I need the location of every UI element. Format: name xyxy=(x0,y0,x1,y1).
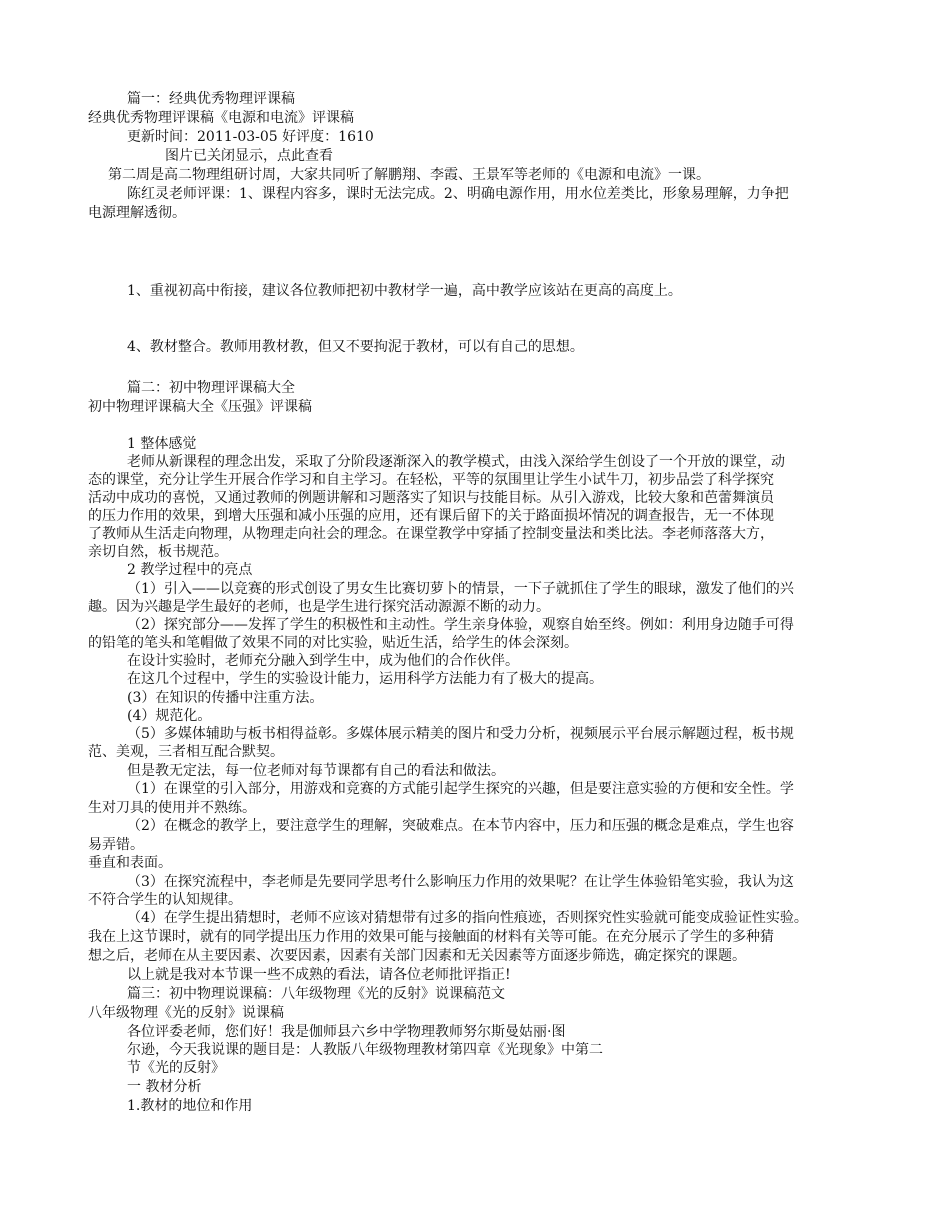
text-line: （5）多媒体辅助与板书相得益彰。多媒体展示精美的图片和受力分析，视频展示平台展示解题过程，板书规 xyxy=(127,726,794,742)
text-line: 以上就是我对本节课一些不成熟的看法，请各位老师批评指正! xyxy=(127,967,511,983)
text-line: 1.教材的地位和作用 xyxy=(127,1098,253,1114)
text-line: (3）在知识的传播中注重方法。 xyxy=(127,690,324,706)
text-line: 陈红灵老师评课：1、课程内容多，课时无法完成。2、明确电源作用，用水位差类比，形象易理解，力争把 xyxy=(127,186,789,202)
text-line: 但是教无定法，每一位老师对每节课都有自己的看法和做法。 xyxy=(127,763,505,779)
text-line: 八年级物理《光的反射》说课稿 xyxy=(88,1005,284,1021)
text-line: 1 整体感觉 xyxy=(127,436,197,452)
text-line: 初中物理评课稿大全《压强》评课稿 xyxy=(88,399,312,415)
text-line: (4）规范化。 xyxy=(127,708,212,724)
text-line: 生对刀具的使用并不熟练。 xyxy=(88,800,256,816)
text-line: 节《光的反射》 xyxy=(127,1060,225,1076)
text-line: 的压力作用的效果，到增大压强和减小压强的应用，还有课后留下的关于路面损坏情况的调查报告，无一不体现 xyxy=(88,508,774,524)
text-line: 4、教材整合。教师用教材教，但又不要拘泥于教材，可以有自己的思想。 xyxy=(127,339,584,355)
text-line: 各位评委老师，您们好！我是伽师县六乡中学物理教师努尔斯曼姑丽·图 xyxy=(127,1024,566,1040)
text-line: 1、重视初高中衔接，建议各位教师把初中教材学一遍，高中教学应该站在更高的高度上。 xyxy=(127,283,682,299)
text-line: 老师从新课程的理念出发，采取了分阶段逐渐深入的教学模式，由浅入深给学生创设了一个开放的课堂，动 xyxy=(127,454,785,470)
text-line: 的铅笔的笔头和笔帽做了效果不同的对比实验，贴近生活，给学生的体会深刻。 xyxy=(88,635,578,651)
text-line: 尔逊，今天我说课的题目是：人教版八年级物理教材第四章《光现象》中第二 xyxy=(127,1042,603,1058)
text-line: （1）在课堂的引入部分，用游戏和竞赛的方式能引起学生探究的兴趣，但是要注意实验的方便和安全性。学 xyxy=(127,781,794,797)
text-line: （2）在概念的教学上，要注意学生的理解，突破难点。在本节内容中，压力和压强的概念是难点，学生也容 xyxy=(127,818,794,834)
text-line: （1）引入——以竞赛的形式创设了男女生比赛切萝卜的情景，一下子就抓住了学生的眼球，激发了他们的兴 xyxy=(127,581,794,597)
text-line: 不符合学生的认知规律。 xyxy=(88,892,242,908)
text-line: 一 教材分析 xyxy=(127,1079,202,1095)
text-line: 趣。因为兴趣是学生最好的老师，也是学生进行探究活动源源不断的动力。 xyxy=(88,599,550,615)
text-line: （2）探究部分——发挥了学生的积极性和主动性。学生亲身体验，观察自始至终。例如：利用身边随手可得 xyxy=(127,617,794,633)
text-line: 我在上这节课时，就有的同学提出压力作用的效果可能与接触面的材料有关等可能。在充分展示了学生的多种猜 xyxy=(88,929,774,945)
text-line: 想之后，老师在从主要因素、次要因素，因素有关部门因素和无关因素等方面逐步筛选，确定探究的课题。 xyxy=(88,948,746,964)
text-line: 易弄错。 xyxy=(88,837,144,853)
text-line: 第二周是高二物理组研讨周，大家共同听了解鹏翔、李霞、王景军等老师的《电源和电流》一课。 xyxy=(108,167,710,183)
text-line: 更新时间：2011-03-05 好评度：1610 xyxy=(127,129,374,145)
text-line: 了教师从生活走向物理，从物理走向社会的理念。在课堂教学中穿插了控制变量法和类比法。李老师落落大方， xyxy=(88,526,774,542)
text-line: 篇三：初中物理说课稿：八年级物理《光的反射》说课稿范文 xyxy=(127,986,505,1002)
text-line: 图片已关闭显示，点此查看 xyxy=(165,148,333,164)
text-line: 经典优秀物理评课稿《电源和电流》评课稿 xyxy=(88,110,354,126)
text-line: 在这几个过程中，学生的实验设计能力，运用科学方法能力有了极大的提高。 xyxy=(127,671,603,687)
text-line: 2 教学过程中的亮点 xyxy=(127,562,253,578)
text-line: 活动中成功的喜悦，又通过教师的例题讲解和习题落实了知识与技能目标。从引入游戏，比较大象和芭蕾舞演员 xyxy=(88,490,774,506)
text-line: 范、美观，三者相互配合默契。 xyxy=(88,744,284,760)
text-line: 垂直和表面。 xyxy=(88,855,172,871)
text-line: 亲切自然，板书规范。 xyxy=(88,544,228,560)
text-line: （4）在学生提出猜想时，老师不应该对猜想带有过多的指向性痕迹，否则探究性实验就可能变成验证性实验。 xyxy=(127,910,808,926)
text-line: 在设计实验时，老师充分融入到学生中，成为他们的合作伙伴。 xyxy=(127,653,519,669)
text-line: 电源理解透彻。 xyxy=(88,205,186,221)
text-line: 篇一：经典优秀物理评课稿 xyxy=(127,91,295,107)
text-line: 态的课堂，充分让学生开展合作学习和自主学习。在轻松，平等的氛围里让学生小试牛刀，初步品尝了科学探究 xyxy=(88,472,774,488)
text-line: 篇二：初中物理评课稿大全 xyxy=(127,380,295,396)
text-line: （3）在探究流程中，李老师是先要同学思考什么影响压力作用的效果呢？在让学生体验铅笔实验，我认为这 xyxy=(127,874,794,890)
